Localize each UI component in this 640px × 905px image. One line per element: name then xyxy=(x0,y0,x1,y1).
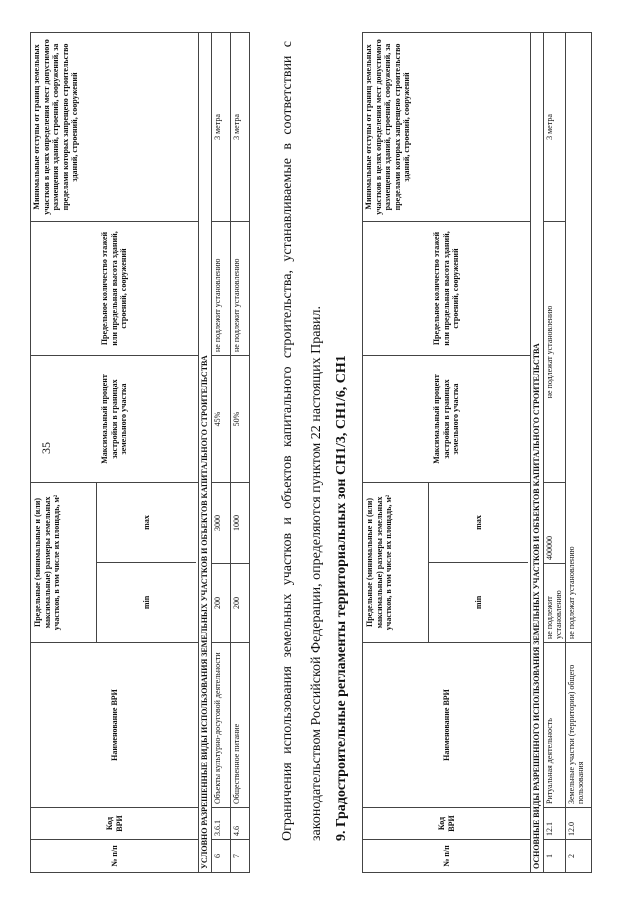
header-name: Наименование ВРИ xyxy=(363,643,531,808)
cell-min: 200 xyxy=(211,564,230,643)
cell-merged: не подлежат установлению xyxy=(565,33,591,643)
cell-setback: 3 метра xyxy=(230,33,249,222)
cell-code: 12.1 xyxy=(543,808,565,840)
cell-max: 1000 xyxy=(230,483,249,564)
header-min: min xyxy=(97,562,196,642)
header-sizes: Предельные (минимальные и (или) максимальные) размеры земельных участков, в том числе их площадь, м² xyxy=(31,483,97,642)
header-percent: Максимальный процент застройки в границах земельного участка xyxy=(31,356,199,483)
page-number: 35 xyxy=(39,442,53,454)
cell-merged: не подлежат установлению xyxy=(543,222,565,483)
cell-name: Общественное питание xyxy=(230,643,249,808)
table-header-row xyxy=(31,33,199,873)
header-max: max xyxy=(473,515,483,530)
cell-min: не подлежит установлению xyxy=(543,564,565,643)
cell-percent: 45% xyxy=(211,356,230,483)
cell-percent: 50% xyxy=(230,356,249,483)
section-heading: 9. Градостроительные регламенты территориальных зон СН1/3, СН1/6, СН1 xyxy=(334,355,349,841)
header-setback: Минимальные отступы от границ земельных участков в целях определения мест допустимого размещения зданий, строений, сооружений, за пределами которых запрещено строительство зданий, строений, сооружений xyxy=(363,33,531,222)
cell-num: 2 xyxy=(565,840,591,873)
table-row xyxy=(543,33,565,873)
header-percent: Максимальный процент застройки в границах земельного участка xyxy=(363,356,531,483)
cell-floors: не подлежит установлению xyxy=(230,222,249,356)
cell-name: Объекты культурно-досуговой деятельности xyxy=(211,643,230,808)
header-code: Код ВРИ xyxy=(363,808,531,840)
header-sizes: Предельные (минимальные и (или) максимальные) размеры земельных участков, в том числе их площадь, м² xyxy=(363,483,429,642)
cell-setback: 3 метра xyxy=(543,33,565,222)
table-main-uses xyxy=(362,32,592,873)
cell-setback: 3 метра xyxy=(211,33,230,222)
restrictions-paragraph: Ограничения использования земельных участков и объектов капитального строительства, устанавливаемые в соответствии с законодательством Российской Федерации, определяются пунктом 22 настоящих Правил. xyxy=(280,41,324,841)
cell-max: 400000 xyxy=(543,483,565,564)
table-row xyxy=(230,33,249,873)
cell-code: 12.0 xyxy=(565,808,591,840)
header-num: № п/п xyxy=(363,840,531,873)
header-name: Наименование ВРИ xyxy=(31,643,199,808)
table-header-row xyxy=(363,33,531,873)
section-title: ОСНОВНЫЕ ВИДЫ РАЗРЕШЕННОГО ИСПОЛЬЗОВАНИЯ ЗЕМЕЛЬНЫХ УЧАСТКОВ И ОБЪЕКТОВ КАПИТАЛЬНОГО СТРОИТЕЛЬСТВА xyxy=(531,33,544,873)
cell-num: 7 xyxy=(230,840,249,873)
cell-max: 3000 xyxy=(211,483,230,564)
cell-name: Ритуальная деятельность xyxy=(543,643,565,808)
cell-code: 4.6 xyxy=(230,808,249,840)
header-setback: Минимальные отступы от границ земельных участков в целях определения мест допустимого размещения зданий, строений, сооружений, за пределами которых запрещено строительство зданий, строений, сооружений xyxy=(31,33,199,222)
cell-name: Земельные участки (территории) общего пользования xyxy=(565,643,591,808)
section-row xyxy=(531,33,544,873)
cell-num: 1 xyxy=(543,840,565,873)
section-title: УСЛОВНО РАЗРЕШЕННЫЕ ВИДЫ ИСПОЛЬЗОВАНИЯ ЗЕМЕЛЬНЫХ УЧАСТКОВ И ОБЪЕКТОВ КАПИТАЛЬНОГО СТРОИТЕЛЬСТВА xyxy=(199,33,212,873)
table-row xyxy=(565,33,591,873)
cell-num: 6 xyxy=(211,840,230,873)
section-row xyxy=(199,33,212,873)
header-num: № п/п xyxy=(31,840,199,873)
cell-code: 3.6.1 xyxy=(211,808,230,840)
page-content xyxy=(30,33,590,873)
table-conditional-uses xyxy=(30,32,250,873)
header-min: min xyxy=(429,562,528,642)
header-max: max xyxy=(141,515,151,530)
cell-floors: не подлежит установлению xyxy=(211,222,230,356)
header-floors: Предельное количество этажей или предельная высота зданий, строений, сооружений xyxy=(363,222,531,356)
header-code: Код ВРИ xyxy=(31,808,199,840)
table-row xyxy=(211,33,230,873)
cell-min: 200 xyxy=(230,564,249,643)
header-floors: Предельное количество этажей или предельная высота зданий, строений, сооружений xyxy=(31,222,199,356)
